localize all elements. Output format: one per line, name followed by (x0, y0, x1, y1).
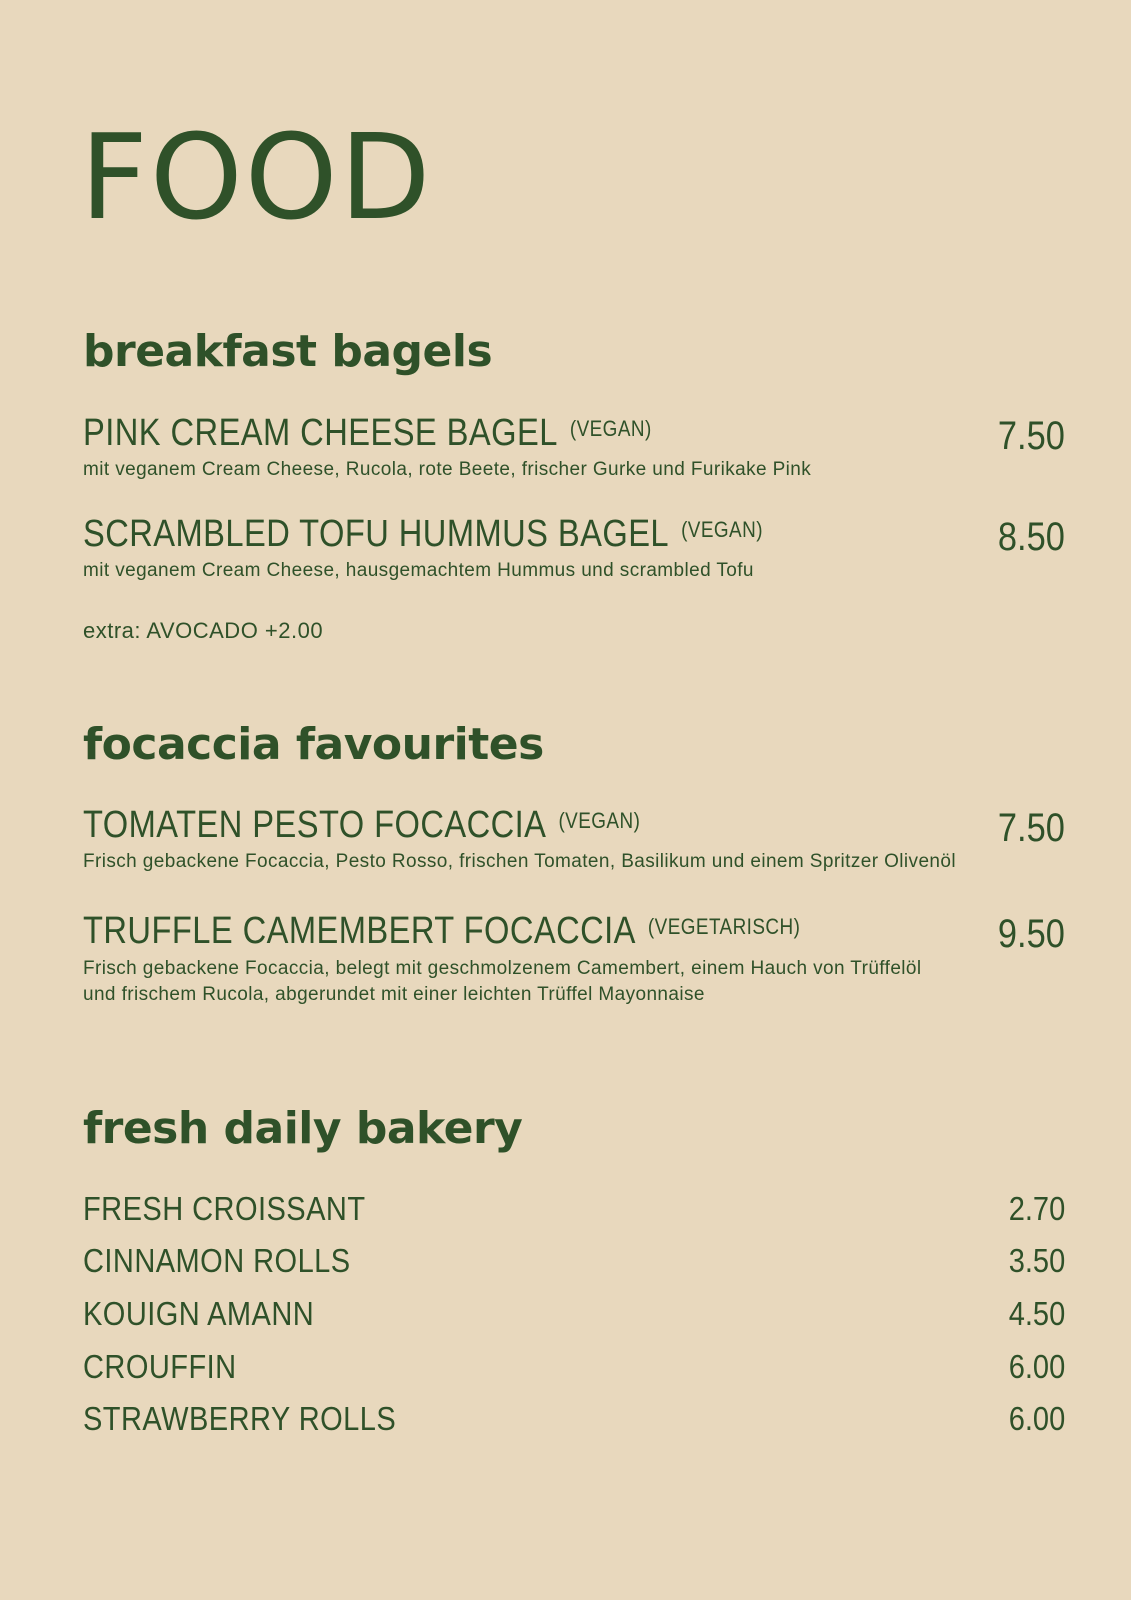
item-name-text: TOMATEN PESTO FOCACCIA (83, 804, 547, 846)
menu-item-description: Frisch gebackene Focaccia, belegt mit geschmolzenem Camembert, einem Hauch von Trüffelöl (83, 958, 922, 979)
bakery-item-name: KOUIGN AMANN (83, 1295, 315, 1332)
diet-tag: (VEGAN) (558, 808, 641, 833)
bakery-item-name: CROUFFIN (83, 1348, 237, 1385)
bakery-item-price: 4.50 (1008, 1295, 1065, 1332)
menu-item-price: 7.50 (998, 414, 1065, 458)
bakery-item-price: 6.00 (1008, 1348, 1065, 1385)
section-heading-focaccia-favourites: focaccia favourites (83, 719, 544, 770)
menu-item-description: und frischem Rucola, abgerundet mit einer leichten Trüffel Mayonnaise (83, 984, 705, 1005)
menu-item-description: mit veganem Cream Cheese, hausgemachtem Hummus und scrambled Tofu (83, 560, 754, 581)
bakery-item-name: FRESH CROISSANT (83, 1190, 366, 1227)
menu-item-name (83, 912, 800, 950)
bakery-item-name: STRAWBERRY ROLLS (83, 1400, 397, 1437)
menu-item-description: mit veganem Cream Cheese, Rucola, rote Beete, frischer Gurke und Furikake Pink (83, 459, 812, 480)
menu-item-price: 9.50 (998, 912, 1065, 956)
menu-item-name (83, 806, 640, 844)
menu-item-description: Frisch gebackene Focaccia, Pesto Rosso, frischen Tomaten, Basilikum und einem Spritzer Olivenöl (83, 851, 956, 872)
bakery-item-name: CINNAMON ROLLS (83, 1242, 351, 1279)
section-heading-fresh-daily-bakery: fresh daily bakery (83, 1103, 523, 1154)
menu-item-name (83, 414, 652, 452)
item-name-text: SCRAMBLED TOFU HUMMUS BAGEL (83, 513, 670, 555)
bakery-item-price: 2.70 (1008, 1190, 1065, 1227)
menu-item-price: 7.50 (998, 806, 1065, 850)
diet-tag: (VEGETARISCH) (647, 914, 801, 939)
bakery-item-price: 6.00 (1008, 1400, 1065, 1437)
menu-item-price: 8.50 (998, 515, 1065, 559)
diet-tag: (VEGAN) (569, 416, 652, 441)
bakery-item-price: 3.50 (1008, 1242, 1065, 1279)
diet-tag: (VEGAN) (681, 517, 763, 542)
menu-item-name (83, 515, 763, 553)
extra-option: extra: AVOCADO +2.00 (83, 618, 324, 643)
page-title: FOOD (80, 108, 433, 246)
section-heading-breakfast-bagels: breakfast bagels (83, 326, 493, 377)
item-name-text: TRUFFLE CAMEMBERT FOCACCIA (83, 910, 636, 952)
item-name-text: PINK CREAM CHEESE BAGEL (83, 412, 558, 454)
